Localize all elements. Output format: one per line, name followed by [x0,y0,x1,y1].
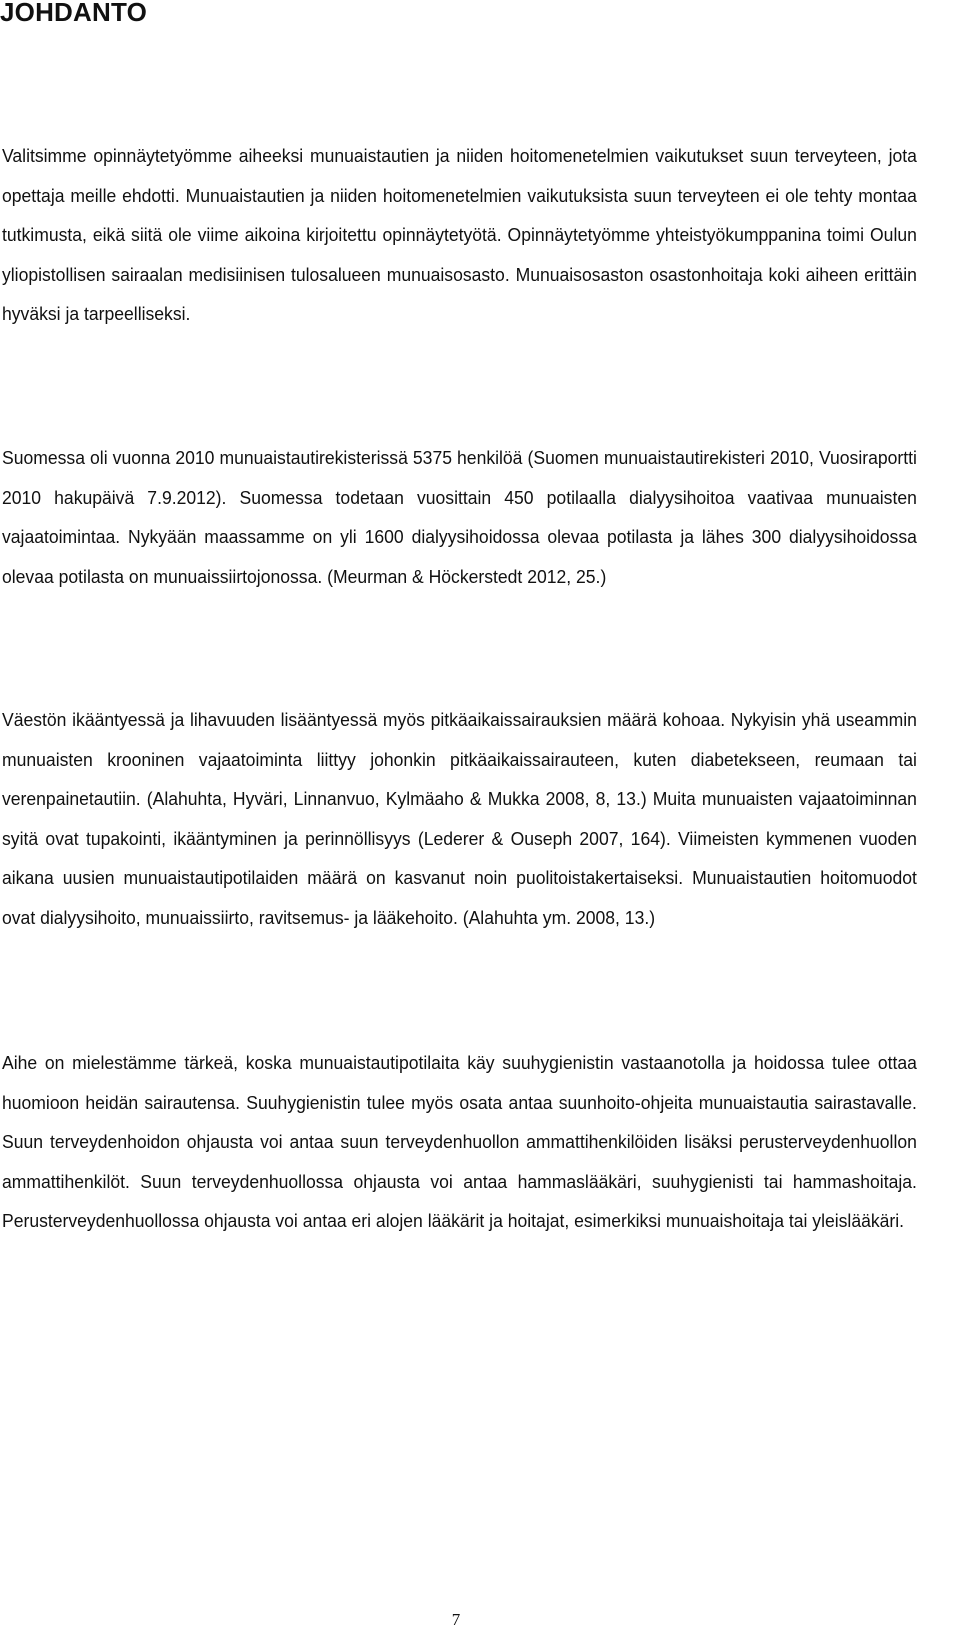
paragraph-intro: Valitsimme opinnäytetyömme aiheeksi munuaistautien ja niiden hoitomenetelmien vaikutukset suun terveyteen, jota opettaja meille ehdotti. Munuaistautien ja niiden hoitomenetelmien vaikutuksista suun terveyteen ei ole tehty montaa tutkimusta, eikä siitä ole viime aikoina kirjoitettu opinnäytetyötä. Opinnäytetyömme yhteistyökumppanina toimi Oulun yliopistollisen sairaalan medisiinisen tulosalueen munuaisosasto. Munuaisosaston osastonhoitaja koki aiheen erittäin hyväksi ja tarpeelliseksi. [2,145,917,325]
page-number: 7 [451,1610,461,1629]
paragraph-causes: Väestön ikääntyessä ja lihavuuden lisääntyessä myös pitkäaikaissairauksien määrä kohoaa. Nykyisin yhä useammin munuaisten krooninen vajaatoiminta liittyy johonkin pitkäaikaissairauteen, kuten diabetekseen, reumaan tai verenpainetautiin. (Alahuhta, Hyväri, Linnanvuo, Kylmäaho & Mukka 2008, 8, 13.) Muita munuaisten vajaatoiminnan syitä ovat tupakointi, ikääntyminen ja perinnöllisyys (Lederer & Ouseph 2007, 164). Viimeisten kymmenen vuoden aikana uusien munuaistautipotilaiden määrä on kasvanut noin puolitoistakertaiseksi. Munuaistautien hoitomuodot ovat dialyysihoito, munuaissiirto, ravitsemus- ja lääkehoito. (Alahuhta ym. 2008, 13.) [2,709,917,928]
chapter-heading: JOHDANTO [0,0,148,27]
paragraph-relevance: Aihe on mielestämme tärkeä, koska munuaistautipotilaita käy suuhygienistin vastaanotolla ja hoidossa tulee ottaa huomioon heidän sairautensa. Suuhygienistin tulee myös osata antaa suunhoito-ohjeita munuaistautia sairastavalle. Suun terveydenhoidon ohjausta voi antaa suun terveydenhuollon ammattihenkilöiden lisäksi perusterveydenhuollon ammattihenkilöt. Suun terveydenhuollossa ohjausta voi antaa hammaslääkäri, suuhygienisti tai hammashoitaja. Perusterveydenhuollossa ohjausta voi antaa eri alojen lääkärit ja hoitajat, esimerkiksi munuaishoitaja tai yleislääkäri. [2,1052,917,1232]
paragraph-statistics: Suomessa oli vuonna 2010 munuaistautirekisterissä 5375 henkilöä (Suomen munuaistautirekisteri 2010, Vuosiraportti 2010 hakupäivä 7.9.2012). Suomessa todetaan vuosittain 450 potilaalla dialyysihoitoa vaativaa munuaisten vajaatoimintaa. Nykyään maassamme on yli 1600 dialyysihoidossa olevaa potilasta ja lähes 300 dialyysihoidossa olevaa potilasta on munuaissiirtojonossa. (Meurman & Höckerstedt 2012, 25.) [2,447,917,587]
